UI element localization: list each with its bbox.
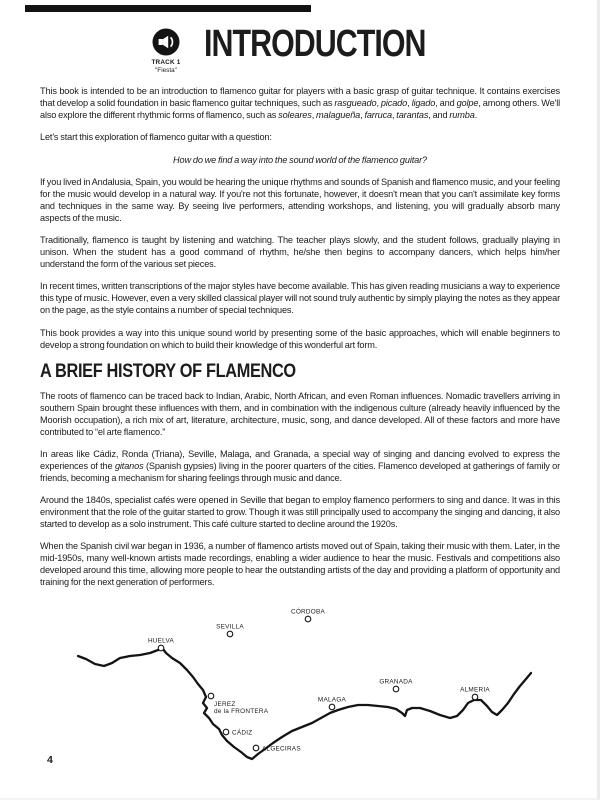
coastline [78,649,531,759]
top-edge-rule [25,5,311,12]
page-title: INTRODUCTION [204,23,426,65]
city-dot [227,631,233,637]
city-label: ALMERIA [460,686,490,694]
city-label: JEREZ [214,701,236,708]
city-dot [329,704,335,710]
city-marker [208,693,269,715]
paragraph: Traditionally, flamenco is taught by listening and watching. The teacher plays slowly, and the student follows, gradually playing in unison. When the student has a good command of rhythm, he/she then begins to accompany dancers, which helps him/her understand the form of the various set pieces. [40,235,560,269]
track-title: "Fiesta" [155,67,177,74]
city-label: de la FRONTERA [214,708,269,715]
city-label: MALAGA [317,696,347,704]
question-line: How do we find a way into the sound world of the flamenco guitar? [173,154,427,165]
body-text-column [40,86,560,600]
paragraph: When the Spanish civil war began in 1936, a number of flamenco artists moved out of Spain, taking their music with them. Later, in the mid-1950s, many well-known artists made recordings, enabling a wider audience to hear the music. Festivals and competitions also developed around this time, allowing more people to hear the outstanding artists of the day and providing a platform of opportunity and training for the next generation of performers. [40,541,560,588]
city-marker [148,638,175,651]
track-number: TRACK 1 [151,59,181,66]
paragraph: In areas like Cádiz, Ronda (Triana), Seville, Malaga, and Granada, a special way of singing and dancing evolved to express the experiences of the gitanos (Spanish gypsies) living in the poorer quarters of the cities. Flamenco developed at gatherings of family or friends, becoming a mechanism for sharing feelings through music and dance. [40,449,560,483]
paragraph: Around the 1840s, specialist cafés were opened in Seville that began to employ flamenco performers to sing and dance. It was in this environment that the role of the guitar started to grow. Though it was still principally used to accompany the singing and dancing, it also started to develop as a solo instrument. This café culture started to decline around the 1920s. [40,495,560,530]
track-badge [142,27,190,74]
city-marker [216,624,244,637]
city-label: HUELVA [147,637,175,645]
city-marker [223,728,252,737]
map-svg [0,595,600,780]
city-marker [291,607,326,622]
paragraph: The roots of flamenco can be traced back to Indian, Arabic, North African, and even Roman influences. Nomadic travellers arriving in southern Spain brought these influences with them, and in combination with the indigenous culture (already heavily influenced by the Moorish occupation), a rich mix of art, literature, architecture, music, song, and dance developed. All of these factors and more have contributed to “el arte flamenco.” [40,390,560,437]
city-dot [223,729,229,735]
city-dot [472,694,478,700]
city-dot [305,616,311,622]
page-number: 4 [47,754,53,766]
city-label: CÁDIZ [232,729,253,737]
paragraph: This book is intended to be an introduction to flamenco guitar for players with a basic grasp of guitar technique. It contains exercises that develop a solid foundation in basic flamenco guitar techniques, such as rasgueado, picado, ligado, and golpe, among others. We'll also explore the different rhythmic forms of flamenco, such as soleares, malagueña, farruca, tarantas, and rumba. [40,86,560,120]
page-header [142,23,481,74]
speaker-icon [151,27,181,57]
paragraph: Let's start this exploration of flamenco guitar with a question: [40,132,272,143]
paragraph: If you lived in Andalusia, Spain, you would be hearing the unique rhythms and sounds of Spanish and flamenco music, and your feeling for the music would develop in a natural way. If you're not this fortunate, however, it doesn't mean that you can't assimilate key forms and techniques in the same way. By seeing live performers, attending workshops, and listening, you will gradually absorb many aspects of the music. [40,177,560,223]
city-dot [158,645,164,651]
city-marker [460,687,490,700]
andalusia-map [0,595,600,780]
city-label: GRANADA [379,678,413,686]
city-dot [393,686,399,692]
city-dot [253,745,259,751]
paragraph: This book provides a way into this unique sound world by presenting some of the basic approaches, which will enable beginners to develop a strong foundation on which to build their knowledge of this wonderful art form. [40,327,560,350]
city-label: SEVILLA [216,623,244,631]
paragraph: In recent times, written transcriptions of the major styles have become available. This has given reading musicians a way to experience this type of music. However, even a very skilled classical player will not sound truly authentic by simply playing the notes as they appear on the page, as the style contains a number of special techniques. [40,281,560,316]
history-paragraphs [40,391,560,589]
city-marker [379,679,413,692]
intro-paragraphs [40,86,560,351]
section-heading: A BRIEF HISTORY OF FLAMENCO [40,360,296,382]
city-label: ALGECIRAS [262,745,301,753]
city-dot [208,693,214,699]
city-label: CÓRDOBA [290,608,326,616]
